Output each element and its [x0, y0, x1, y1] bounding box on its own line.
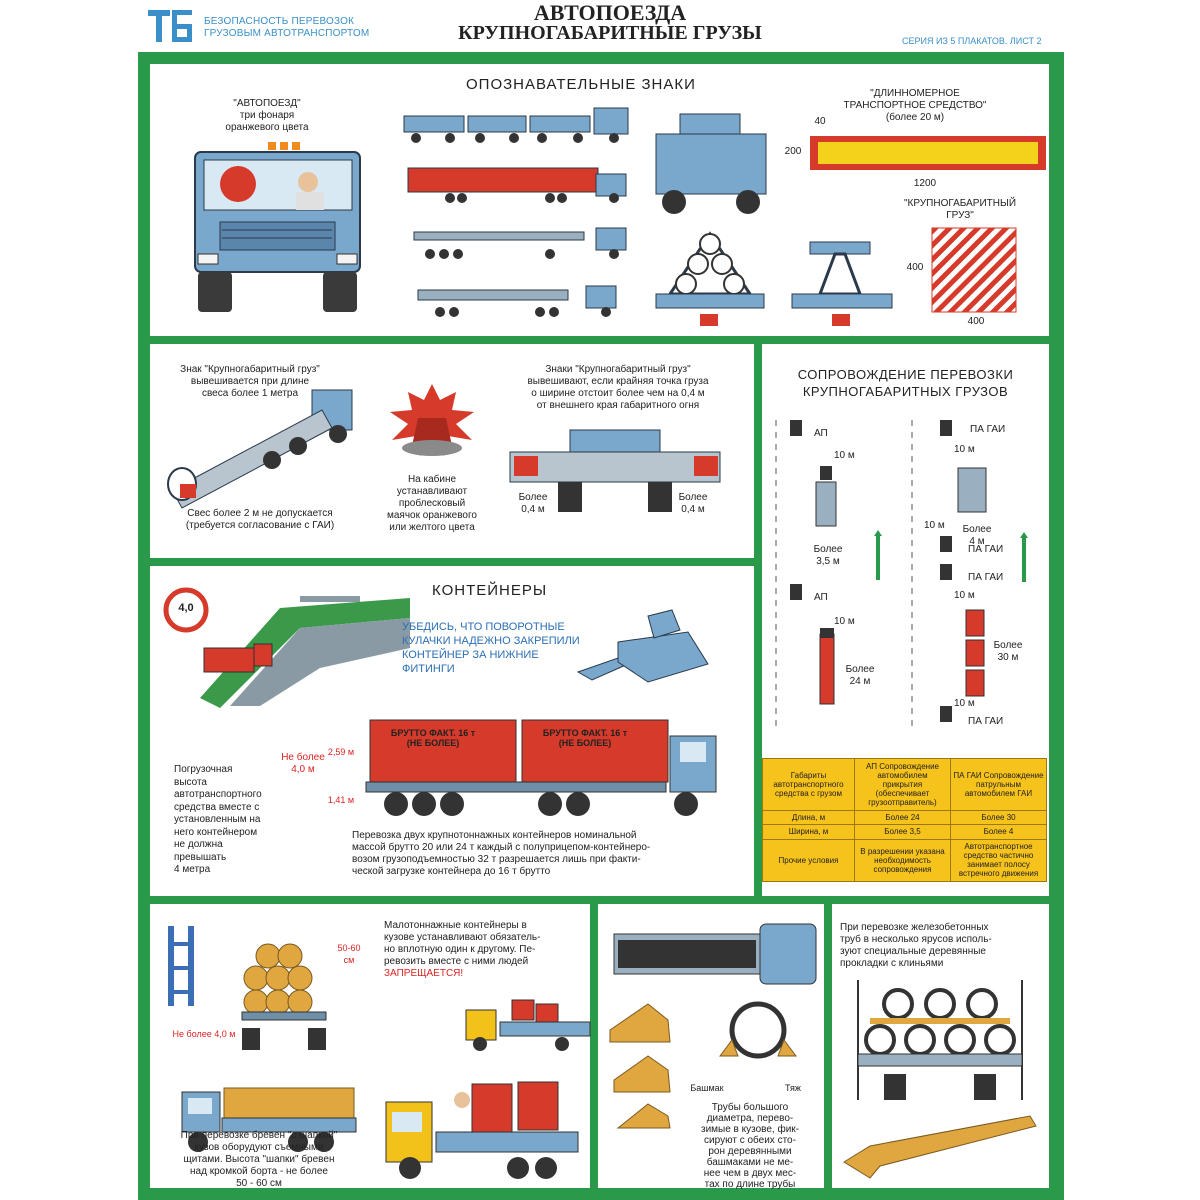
truck-front-illustration — [180, 142, 380, 322]
label-10m-2: 10 м — [834, 616, 855, 627]
label-tyazh: Тяж — [785, 1083, 801, 1093]
more-04-left: Более 0,4 м — [518, 492, 548, 515]
label-pagai-2: ПА ГАИ — [968, 544, 1004, 555]
panel-concrete-pipes — [832, 904, 1049, 1188]
pipe-truck-top-illustration — [608, 916, 818, 996]
panel-pipes — [598, 904, 824, 1188]
autopoezd-caption: "АВТОПОЕЗД" три фонаря оранжевого цвета — [225, 98, 309, 133]
more-04-right: Более 0,4 м — [678, 492, 708, 515]
road-trains-side-views — [400, 104, 640, 334]
label-pagai-4: ПА ГАИ — [968, 716, 1004, 727]
table-cell: Более 30 — [951, 810, 1047, 824]
table-cell: Ширина, м — [763, 825, 855, 839]
small-container-truck-illustration — [462, 996, 592, 1056]
table-cell: В разрешении указана необходимость сопровождения — [855, 839, 951, 881]
max-height-label: Не более 4,0 м — [281, 752, 325, 775]
dim-40: 40 — [814, 116, 826, 127]
label-pagai-1: ПА ГАИ — [970, 424, 1006, 435]
dim-400-vertical: 400 — [906, 262, 924, 273]
height-259: 2,59 м — [327, 747, 355, 757]
table-cell: Длина, м — [763, 810, 855, 824]
label-10m-1: 10 м — [834, 450, 855, 461]
table-row — [763, 825, 1047, 839]
containers-transport-rule: Перевозка двух крупнотоннажных контейнеров номинальной массой брутто 20 или 24 т каждый с полуприцепом-контейнеро- возом грузоподъемностью 32 т разрешается лишь при факти- ческой загрузке контейнера до 16 т брутто — [352, 830, 651, 877]
label-more-4: Более 4 м — [962, 524, 992, 547]
label-more-35: Более 3,5 м — [813, 544, 843, 567]
height-141: 1,41 м — [327, 795, 355, 805]
logo-caption: БЕЗОПАСНОСТЬ ПЕРЕВОЗОК ГРУЗОВЫМ АВТОТРАНСПОРТОМ — [204, 16, 370, 39]
panel-overhang — [150, 344, 754, 558]
wooden-spacer-illustration — [840, 1112, 1040, 1182]
table-cell: Более 24 — [855, 810, 951, 824]
height-limit-sign-value: 4,0 — [178, 602, 194, 614]
label-10m-5: 10 м — [954, 590, 975, 601]
label-ap-2: АП — [814, 592, 828, 603]
label-ap-1: АП — [814, 428, 828, 439]
container-1-label: БРУТТО ФАКТ. 16 т (НЕ БОЛЕЕ) — [390, 728, 476, 748]
panel-containers — [150, 566, 754, 896]
long-vehicle-sign — [808, 134, 1048, 174]
cap-height-label: 50-60 см — [337, 943, 361, 965]
label-10m-6: 10 м — [954, 698, 975, 709]
people-in-truck-illustration — [382, 1072, 582, 1182]
table-cell: Более 3,5 — [855, 825, 951, 839]
label-bashmak: Башмак — [690, 1083, 724, 1093]
table-cell: Прочие условия — [763, 839, 855, 881]
container-2-label: БРУТТО ФАКТ. 16 т (НЕ БОЛЕЕ) — [542, 728, 628, 748]
header — [0, 0, 1200, 60]
twistlock-illustration — [568, 602, 718, 692]
twistlock-warning: УБЕДИСЬ, ЧТО ПОВОРОТНЫЕ КУЛАЧКИ НАДЕЖНО ЗАКРЕПИЛИ КОНТЕЙНЕР ЗА НИЖНИЕ ФИТИНГИ — [402, 621, 580, 675]
width-rule-text: Знаки "Крупногабаритный груз" вывешивают, если крайняя точка груза о ширине отстоит более чем на 0,4 м от внешнего края габаритного огня — [527, 364, 709, 411]
tb-logo-icon — [146, 6, 196, 46]
label-pagai-3: ПА ГАИ — [968, 572, 1004, 583]
concrete-pipes-rule: При перевозке железобетонных труб в несколько ярусов исполь- зуют специальные деревянные прокладки с клиньями — [840, 922, 992, 969]
small-containers-rule: Малотоннажные контейнеры в кузове устанавливают обязатель- но вплотную один к другому. Пе- ревозить вместе с ними людей ЗАПРЕЩАЕТСЯ! — [384, 920, 541, 979]
label-10m-4: 10 м — [924, 520, 945, 531]
pipe-truck-illustration — [162, 380, 362, 500]
overhang-rule-text: Знак "Крупногабаритный груз" вывешивается при длине свеса более 1 метра — [180, 364, 320, 399]
series-label: СЕРИЯ ИЗ 5 ПЛАКАТОВ. ЛИСТ 2 — [902, 36, 1042, 46]
label-more-24: Более 24 м — [845, 664, 875, 687]
oversized-cargo-sign — [932, 228, 1016, 312]
loading-height-rule: Погрузочная высота автотранспортного средства вместе с установленным на него контейнером не должна превышать 4 метра — [174, 764, 262, 875]
table-row — [763, 839, 1047, 881]
table-header-cell: АП Сопровождение автомобилем прикрытия (обеспечивает грузоотправитель) — [855, 759, 951, 811]
beacon-caption: На кабине устанавливают проблесковый маячок оранжевого или желтого цвета — [387, 474, 477, 533]
panel-identification-signs — [150, 64, 1049, 336]
containers-title: КОНТЕЙНЕРЫ — [432, 582, 548, 599]
label-10m-3: 10 м — [954, 444, 975, 455]
concrete-pipes-truck-illustration — [850, 970, 1030, 1120]
table-header-cell: Габариты автотранспортного средства с грузом — [763, 759, 855, 811]
label-more-30: Более 30 м — [993, 640, 1023, 663]
log-max-height-label: Не более 4,0 м — [172, 1029, 236, 1039]
escort-title: СОПРОВОЖДЕНИЕ ПЕРЕВОЗКИ КРУПНОГАБАРИТНЫХ ГРУЗОВ — [797, 367, 1014, 399]
escort-conditions-table — [762, 758, 1047, 882]
table-cell: Более 4 — [951, 825, 1047, 839]
pipe-fixing-rule: Трубы большого диаметра, перево- зимые в кузове, фик- сируют с обеих сто- рон деревянными башмаками не ме- нее чем в двух мес- тах по длине трубы — [700, 1102, 800, 1190]
dim-200: 200 — [784, 146, 802, 157]
table-cell: Автотранспортное средство частично занимает полосу встречного движения — [951, 839, 1047, 881]
log-cap-rule: При перевозке бревен "с шапкой" кузов оборудуют съемными щитами. Высота "шапки" бревен над кромкой борта - не более 50 - 60 см — [180, 1130, 338, 1189]
long-vehicle-caption: "ДЛИННОМЕРНОЕ ТРАНСПОРТНОЕ СРЕДСТВО" (более 20 м) — [843, 88, 987, 123]
table-row — [763, 810, 1047, 824]
panel-logs — [150, 904, 590, 1188]
table-header-cell: ПА ГАИ Сопровождение патрульным автомобилем ГАИ — [951, 759, 1047, 811]
table-row — [763, 759, 1047, 811]
panel-title: ОПОЗНАВАТЕЛЬНЫЕ ЗНАКИ — [466, 76, 696, 93]
beacon-icon — [382, 384, 482, 464]
poster-title: АВТОПОЕЗДА — [533, 0, 687, 25]
poster-subtitle: КРУПНОГАБАРИТНЫЕ ГРУЗЫ — [458, 22, 762, 44]
dim-400-horizontal: 400 — [967, 316, 985, 327]
dim-1200: 1200 — [913, 178, 937, 189]
oversized-cargo-caption: "КРУПНОГАБАРИТНЫЙ ГРУЗ" — [903, 198, 1017, 221]
overhang-limit-text: Свес более 2 м не допускается (требуется согласование с ГАИ) — [185, 508, 335, 531]
